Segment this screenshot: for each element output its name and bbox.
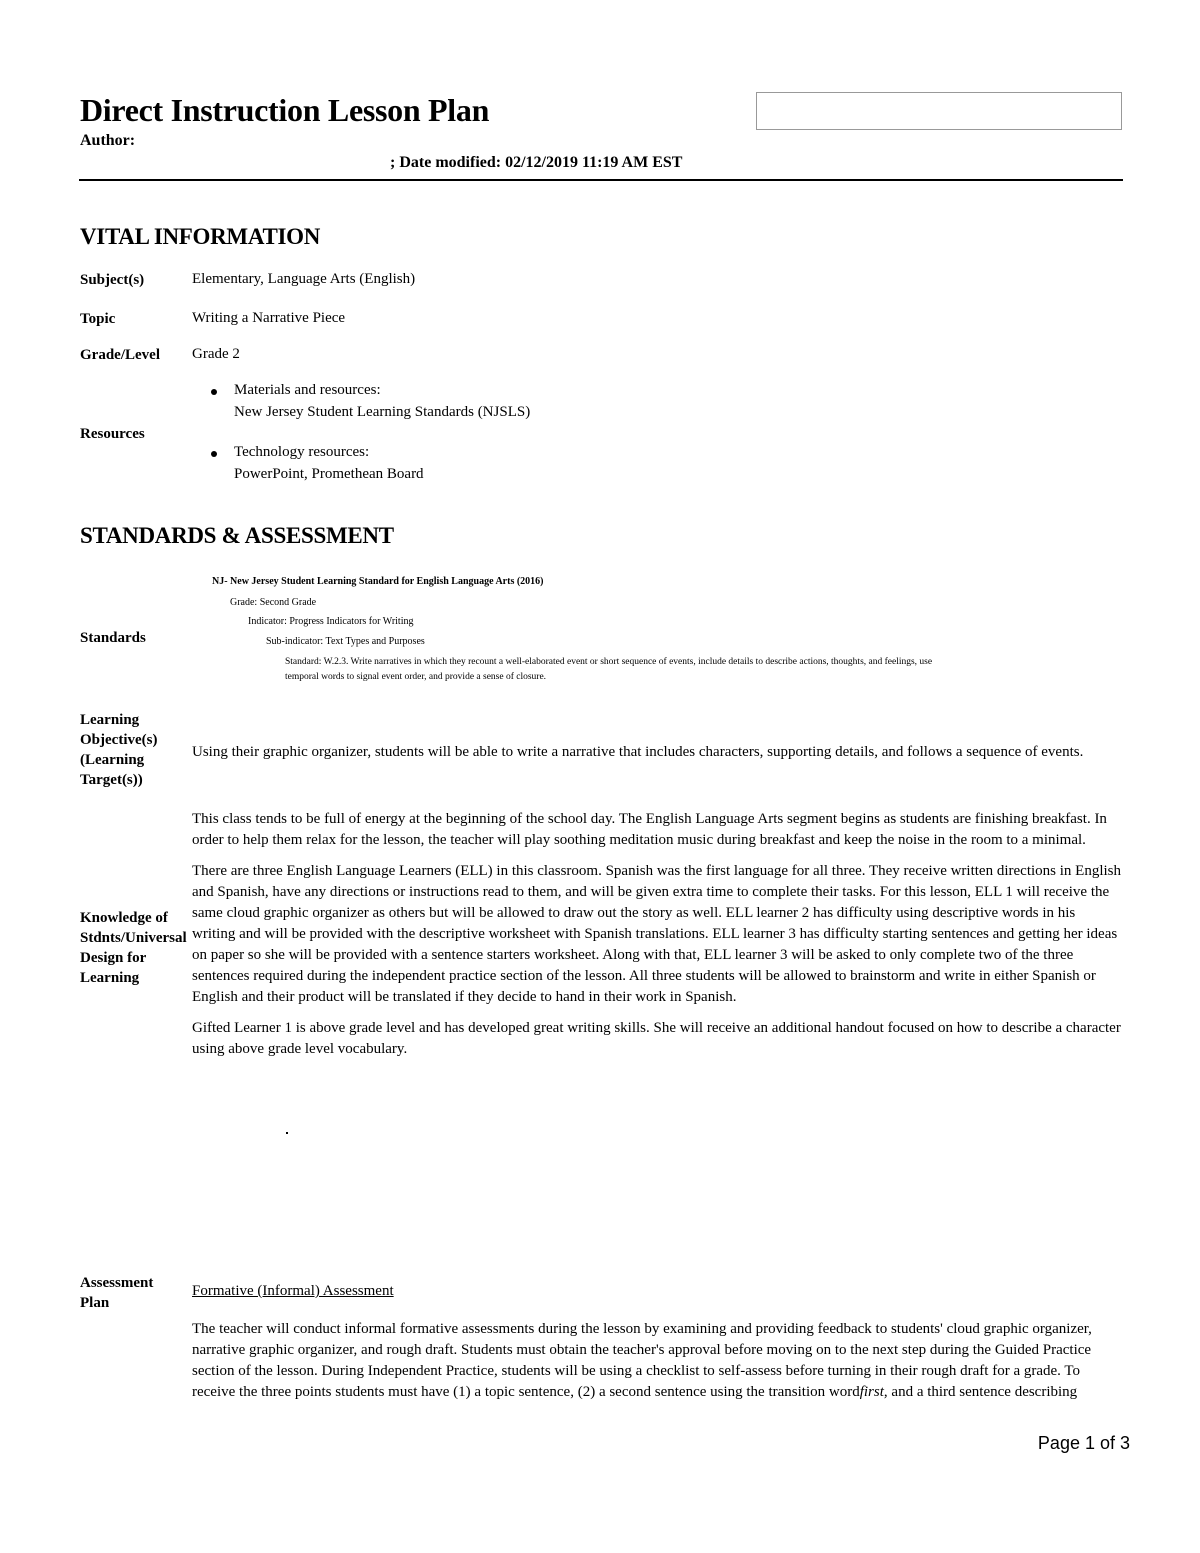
header-box	[756, 92, 1122, 130]
vital-information-heading: VITAL INFORMATION	[80, 224, 321, 249]
stray-dot	[286, 1132, 288, 1134]
standard-grade: Grade: Second Grade	[230, 597, 317, 608]
grade-label: Grade/Level	[80, 347, 160, 363]
assessment-plan-label: Assessment Plan	[80, 1275, 154, 1311]
resource-detail: New Jersey Student Learning Standards (NJSLS)	[234, 404, 531, 420]
knowledge-paragraph: This class tends to be full of energy at the beginning of the school day. The English Language Arts segment begins as students are finishing breakfast. In order to help them relax for the lesson, the teacher will play soothing meditation music during breakfast and keep the noise in the room to a minimal.	[192, 811, 1107, 848]
bullet-icon	[211, 389, 217, 395]
author-label: Author:	[80, 132, 136, 149]
standard-text: Standard: W.2.3. Write narratives in which they recount a well-elaborated event or short sequence of events, include details to describe actions, thoughts, and feelings, use	[285, 657, 933, 667]
page-title: Direct Instruction Lesson Plan	[80, 92, 490, 128]
assessment-text-cont: , and a third sentence describing	[883, 1384, 1078, 1400]
standards-assessment-heading: STANDARDS & ASSESSMENT	[80, 523, 394, 548]
topic-value: Writing a Narrative Piece	[192, 310, 346, 326]
resources-label: Resources	[80, 426, 145, 442]
resource-title: Technology resources:	[234, 444, 370, 460]
subjects-value: Elementary, Language Arts (English)	[192, 271, 416, 287]
learning-objectives-value: Using their graphic organizer, students will be able to write a narrative that includes characters, supporting details, and follows a sequence of events.	[192, 744, 1084, 760]
standard-text-cont: temporal words to signal event order, and provide a sense of closure.	[285, 672, 547, 682]
topic-label: Topic	[80, 311, 116, 327]
resource-title: Materials and resources:	[234, 382, 381, 398]
grade-value: Grade 2	[192, 346, 240, 362]
date-modified: ; Date modified: 02/12/2019 11:19 AM EST	[390, 154, 683, 171]
knowledge-paragraph: Gifted Learner 1 is above grade level and has developed great writing skills. She will receive an additional handout focused on how to describe a character using above grade level vocabulary.	[192, 1020, 1121, 1057]
assessment-subheading: Formative (Informal) Assessment	[192, 1283, 394, 1299]
knowledge-udl-label: Knowledge of Stdnts/Universal Design for Learning	[80, 910, 187, 986]
standard-subindicator: Sub-indicator: Text Types and Purposes	[266, 636, 425, 647]
assessment-paragraph	[192, 1319, 1122, 1403]
assessment-plan-text	[192, 1281, 1122, 1413]
assessment-emphasis: first	[859, 1384, 884, 1400]
standard-indicator: Indicator: Progress Indicators for Writing	[248, 616, 414, 627]
standard-framework: NJ- New Jersey Student Learning Standard for English Language Arts (2016)	[212, 576, 544, 587]
assessment-text: The teacher will conduct informal formative assessments during the lesson by examining and providing feedback to students' cloud graphic organizer, narrative graphic organizer, and rough draft. Students must obtain the teacher's approval before moving on to the next step during the Guided Practice section of the lesson. During Independent Practice, students will be using a checklist to self-assess before turning in their rough draft for a grade. To receive the three points students must have (1) a topic sentence, (2) a second sentence using the transition word	[192, 1321, 1092, 1400]
header-divider	[79, 179, 1123, 181]
standards-label: Standards	[80, 630, 146, 646]
resource-detail: PowerPoint, Promethean Board	[234, 466, 424, 482]
knowledge-udl-text	[192, 809, 1122, 1070]
bullet-icon	[211, 451, 217, 457]
subjects-label: Subject(s)	[80, 272, 145, 288]
page-number: Page 1 of 3	[1037, 1433, 1130, 1453]
knowledge-paragraph: There are three English Language Learners (ELL) in this classroom. Spanish was the first language for all three. They receive written directions in English and Spanish, have any directions or instructions read to them, and will be given extra time to complete their tasks. For this lesson, ELL 1 will receive the same cloud graphic organizer as others but will be allowed to draw out the story as well. ELL learner 2 has difficulty using descriptive words in his writing and will be provided with the descriptive worksheet with Spanish translations. ELL learner 3 has difficulty starting sentences and getting her ideas on paper so she will be provided with a sentence starters worksheet. Along with that, ELL learner 3 will be asked to only complete two of the three sentences required during the independent practice section of the lesson. All three students will be allowed to brainstorm and write in either Spanish or English and their product will be translated if they decide to hand in their work in Spanish.	[192, 863, 1121, 1005]
learning-objectives-label: Learning Objective(s) (Learning Target(s))	[80, 712, 158, 788]
